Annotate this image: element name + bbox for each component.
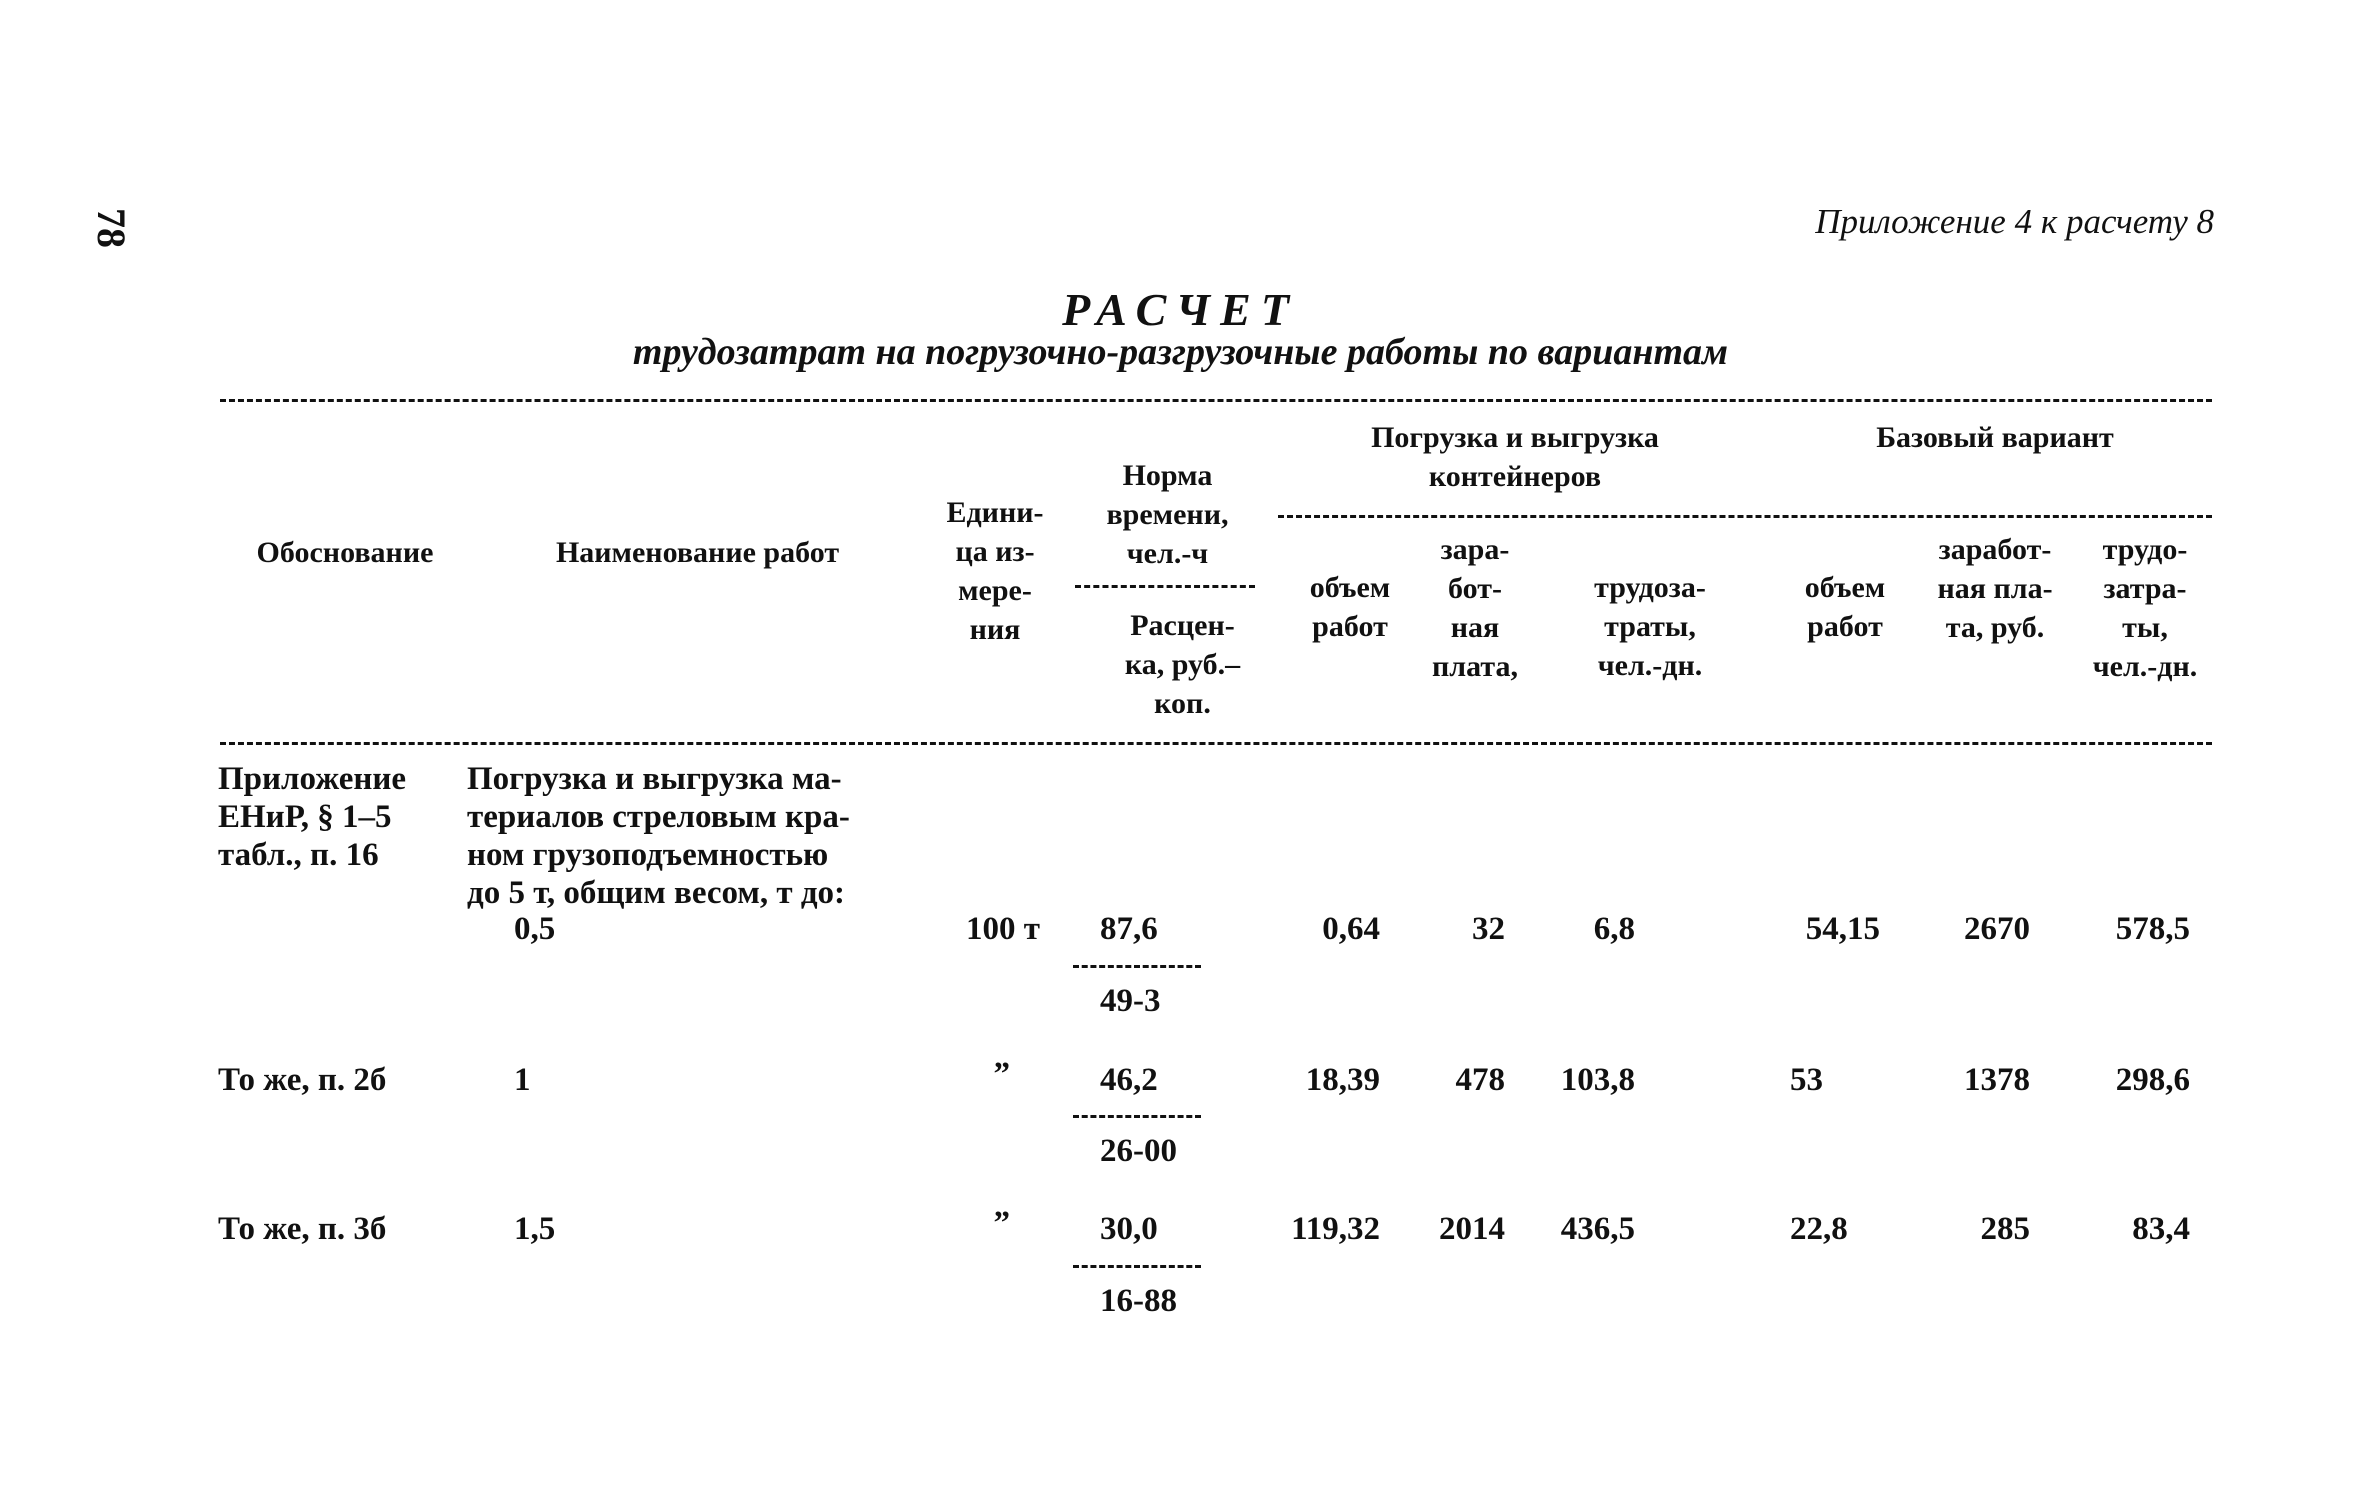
- table-row-3-containers-labor: 436,5: [1560, 1211, 1635, 1247]
- appendix-reference: Приложение 4 к расчету 8: [1815, 202, 2214, 241]
- table-row-2-containers-wage: 478: [1455, 1062, 1505, 1098]
- header-norm-rate-divider: [1075, 585, 1255, 588]
- table-row-3-rate: 16-88: [1100, 1283, 1177, 1319]
- header-containers-labor: трудоза- траты, чел.-дн.: [1594, 571, 1706, 682]
- table-row-1-containers-volume: 0,64: [1322, 911, 1380, 947]
- header-base-volume: объем работ: [1804, 571, 1886, 643]
- table-row-1-fraction-line: [1073, 965, 1201, 968]
- table-row-1-sub-value: 0,5: [514, 911, 556, 947]
- table-row-2-containers-labor: 103,8: [1560, 1062, 1635, 1098]
- header-work-name: Наименование работ: [555, 536, 840, 569]
- table-row-2-containers-volume: 18,39: [1305, 1062, 1380, 1098]
- table-row-2-base-wage: 1378: [1964, 1062, 2030, 1098]
- group-divider-rule: [1278, 515, 2212, 518]
- table-row-1-containers-labor: 6,8: [1593, 911, 1635, 947]
- header-norm-time: Норма времени, чел.-ч: [1106, 459, 1229, 570]
- table-row-1-base-volume: 54,15: [1805, 911, 1880, 947]
- table-row-1-work-name: Погрузка и выгрузка ма- териалов стреловым кра- ном грузоподъемностью до 5 т, общим весом, т до:: [467, 761, 850, 911]
- table-row-3-containers-wage: 2014: [1439, 1211, 1505, 1247]
- header-basis: Обоснование: [256, 536, 434, 569]
- header-base-wage: заработ- ная пла- та, руб.: [1937, 533, 2053, 644]
- table-row-2-norm-time: 46,2: [1100, 1062, 1158, 1098]
- table-row-3-fraction-line: [1073, 1265, 1201, 1268]
- table-row-3-norm-time: 30,0: [1100, 1211, 1158, 1247]
- table-row-1-rate: 49-3: [1100, 983, 1161, 1019]
- table-row-1-containers-wage: 32: [1472, 911, 1505, 947]
- header-group-base: Базовый вариант: [1876, 421, 2114, 454]
- table-row-1-base-labor: 578,5: [2115, 911, 2190, 947]
- header-base-labor: трудо- затра- ты, чел.-дн.: [2092, 533, 2198, 683]
- header-containers-wage: зара- бот- ная плата,: [1432, 533, 1518, 683]
- table-row-3-base-wage: 285: [1980, 1211, 2030, 1247]
- header-unit: Едини- ца из- мере- ния: [946, 496, 1044, 646]
- header-bottom-rule: [220, 742, 2212, 745]
- header-group-containers: Погрузка и выгрузка контейнеров: [1371, 421, 1659, 493]
- table-row-2-sub-value: 1: [514, 1062, 531, 1098]
- table-row-3-base-labor: 83,4: [2132, 1211, 2190, 1247]
- header-containers-volume: объем работ: [1309, 571, 1391, 643]
- table-row-1-unit: 100 т: [966, 911, 1040, 947]
- table-row-3-base-volume: 22,8: [1790, 1211, 1848, 1247]
- table-row-1-base-wage: 2670: [1964, 911, 2030, 947]
- table-row-3-basis: То же, п. 3б: [218, 1211, 387, 1247]
- table-row-3-containers-volume: 119,32: [1291, 1211, 1380, 1247]
- table-row-1-norm-time: 87,6: [1100, 911, 1158, 947]
- table-row-3-sub-value: 1,5: [514, 1211, 556, 1247]
- table-row-2-fraction-line: [1073, 1115, 1201, 1118]
- table-row-2-base-labor: 298,6: [2115, 1062, 2190, 1098]
- table-row-3-unit: ”: [993, 1205, 1010, 1241]
- header-rate: Расцен- ка, руб.– коп.: [1124, 609, 1241, 720]
- table-row-1-basis: Приложение ЕНиР, § 1–5 табл., п. 16: [218, 761, 407, 873]
- document-title: РАСЧЕТ: [1062, 284, 1299, 335]
- table-row-2-base-volume: 53: [1790, 1062, 1823, 1098]
- table-row-2-unit: ”: [993, 1056, 1010, 1092]
- table-row-2-basis: То же, п. 2б: [218, 1062, 387, 1098]
- document-subtitle: трудозатрат на погрузочно-разгрузочные работы по вариантам: [632, 331, 1729, 373]
- table-top-rule: [220, 399, 2212, 402]
- table-row-2-rate: 26-00: [1100, 1133, 1177, 1169]
- page-number: 78: [89, 208, 134, 248]
